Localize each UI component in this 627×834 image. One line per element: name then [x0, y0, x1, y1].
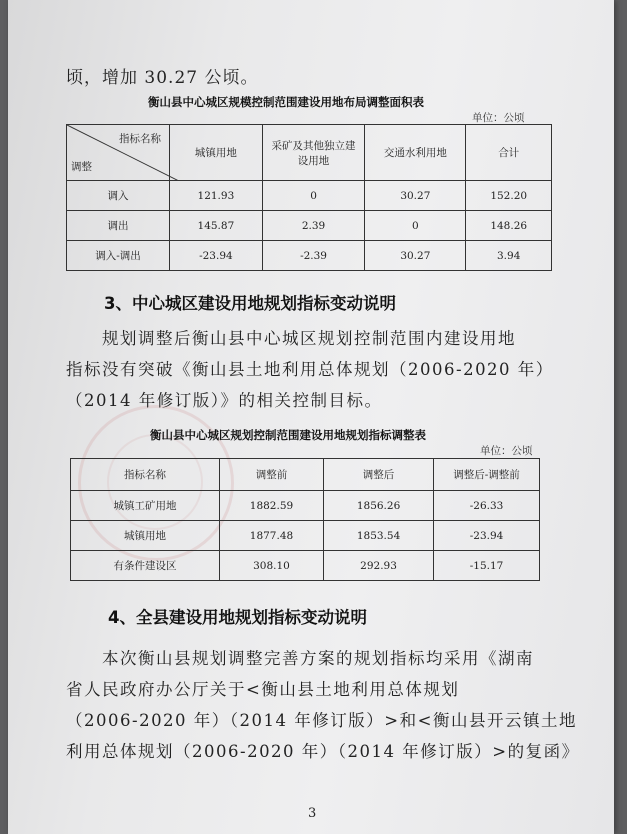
section4-paragraph — [66, 643, 580, 767]
paragraph-line: 规划调整后衡山县中心城区规划控制范围内建设用地 — [102, 329, 516, 348]
table-row — [67, 211, 552, 241]
table-row — [71, 491, 540, 521]
section3-heading: 3、中心城区建设用地规划指标变动说明 — [104, 294, 396, 313]
table1-cell: 152.20 — [466, 181, 552, 211]
paragraph-line: 省人民政府办公厅关于<衡山县土地利用总体规划 — [66, 680, 460, 699]
table2-cell: -26.33 — [434, 491, 540, 521]
table1-corner-bottom: 调整 — [71, 161, 92, 173]
table2-title: 衡山县中心城区规划控制范围建设用地规划指标调整表 — [150, 428, 426, 442]
table2-cell: 292.93 — [324, 551, 434, 581]
table2-header: 调整前 — [219, 459, 323, 491]
table-row — [71, 521, 540, 551]
table-row — [71, 551, 540, 581]
table1-cell: 30.27 — [365, 181, 466, 211]
table1-row-label: 调入-调出 — [67, 241, 170, 271]
table1-cell: 2.39 — [262, 211, 365, 241]
document-page — [8, 0, 614, 834]
table1-cell: 0 — [262, 181, 365, 211]
table2-cell: 1856.26 — [324, 491, 434, 521]
table1-cell: 30.27 — [365, 241, 466, 271]
table1-row-label: 调入 — [67, 181, 170, 211]
table1 — [66, 124, 552, 271]
table2-cell: -15.17 — [434, 551, 540, 581]
table2-row-label: 城镇用地 — [71, 521, 220, 551]
table2-cell: 1882.59 — [219, 491, 323, 521]
table1-header: 合计 — [466, 125, 552, 181]
table1-header: 交通水利用地 — [365, 125, 466, 181]
table2-row-label: 城镇工矿用地 — [71, 491, 220, 521]
paragraph-line: 利用总体规划（2006-2020 年）（2014 年修订版）>的复函》 — [66, 742, 580, 761]
section3-paragraph — [66, 323, 554, 416]
table-row — [67, 181, 552, 211]
table1-unit: 单位：公顷 — [472, 112, 525, 124]
table2-cell: 308.10 — [219, 551, 323, 581]
table2-header: 调整后 — [324, 459, 434, 491]
paragraph-line: 本次衡山县规划调整完善方案的规划指标均采用《湖南 — [102, 649, 534, 668]
table2-cell: -23.94 — [434, 521, 540, 551]
table2-header: 指标名称 — [71, 459, 220, 491]
paragraph-line: （2006-2020 年）（2014 年修订版）>和<衡山县开云镇土地 — [66, 711, 577, 730]
paragraph-line: 指标没有突破《衡山县土地利用总体规划（2006-2020 年） — [66, 360, 554, 379]
table1-cell: 145.87 — [170, 211, 263, 241]
table1-title: 衡山县中心城区规模控制范围建设用地布局调整面积表 — [148, 95, 424, 109]
table1-corner-cell — [67, 125, 170, 181]
table2 — [70, 458, 540, 581]
table1-cell: 0 — [365, 211, 466, 241]
page-number: 3 — [308, 806, 317, 821]
section4-heading: 4、全县建设用地规划指标变动说明 — [108, 608, 367, 627]
table1-header: 采矿及其他独立建设用地 — [262, 125, 365, 181]
table2-header: 调整后-调整前 — [434, 459, 540, 491]
table1-row-label: 调出 — [67, 211, 170, 241]
table1-corner-top: 指标名称 — [119, 133, 162, 145]
paragraph-line: （2014 年修订版）》的相关控制目标。 — [66, 391, 383, 410]
table1-cell: 121.93 — [170, 181, 263, 211]
continuation-text: 顷，增加 30.27 公顷。 — [66, 68, 259, 88]
table1-header: 城镇用地 — [170, 125, 263, 181]
table2-unit: 单位：公顷 — [480, 445, 533, 457]
table1-cell: -2.39 — [262, 241, 365, 271]
table2-row-label: 有条件建设区 — [71, 551, 220, 581]
table2-cell: 1853.54 — [324, 521, 434, 551]
table-row — [67, 241, 552, 271]
table2-cell: 1877.48 — [219, 521, 323, 551]
table1-cell: -23.94 — [170, 241, 263, 271]
table1-cell: 3.94 — [466, 241, 552, 271]
table1-cell: 148.26 — [466, 211, 552, 241]
